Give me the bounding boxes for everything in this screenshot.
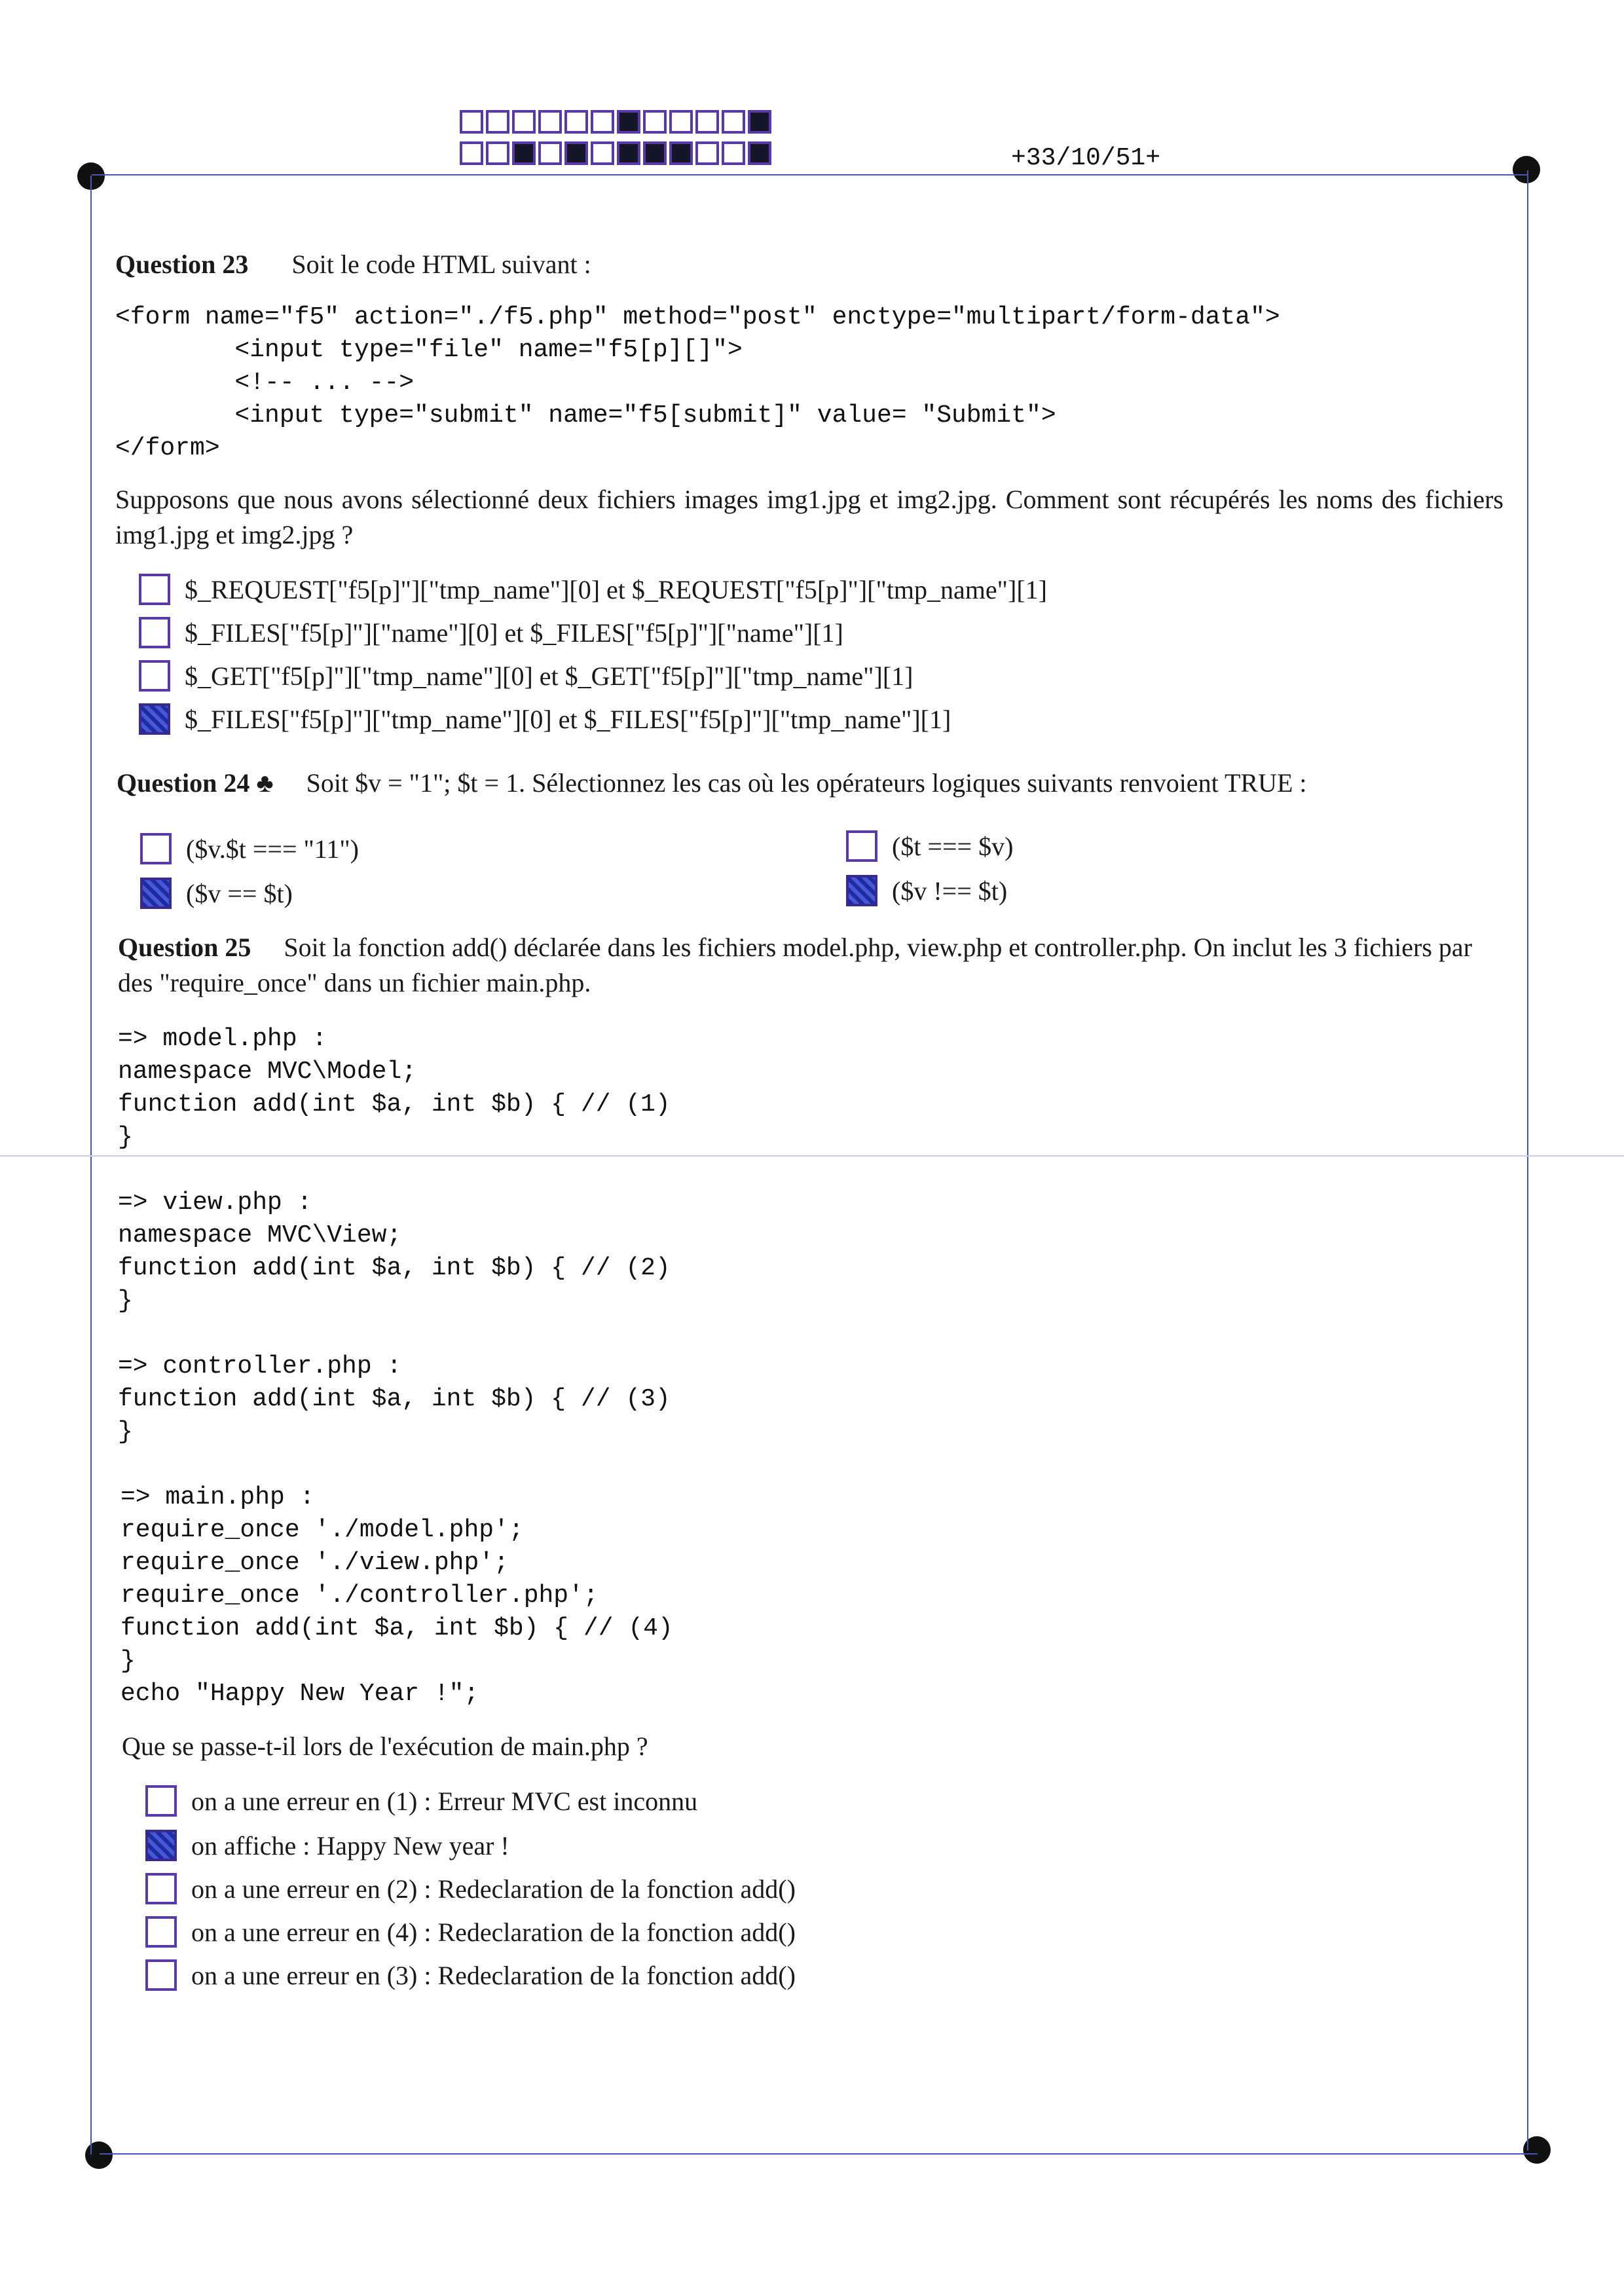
id-grid-row-1-cell [748,110,771,134]
id-grid-row-2-cell [512,141,536,165]
id-grid-row-1-cell [669,110,693,134]
q25-code-model: => model.php : namespace MVC\Model; function add(int $a, int $b) { // (1) } [118,1025,671,1151]
q25-option-5-checkbox[interactable] [145,1959,177,1991]
id-grid-row-2-cell [617,141,640,165]
q23-option-2-label: $_FILES["f5[p]"]["name"][0] et $_FILES["f5[p]"]["name"][1] [185,618,843,648]
q25-option-4[interactable] [145,1916,796,1948]
id-grid-row-2-cell [564,141,588,165]
id-grid-row-1-cell [617,110,640,134]
q23-option-3-label: $_GET["f5[p]"]["tmp_name"][0] et $_GET["f5[p]"]["tmp_name"][1] [185,661,913,691]
q25-option-3-label: on a une erreur en (2) : Redeclaration de la fonction add() [191,1874,796,1904]
q24-option-1[interactable] [140,833,359,864]
id-grid-row-2-cell [460,141,483,165]
q25-option-2[interactable] [145,1830,509,1861]
q24-option-2[interactable] [846,830,1013,862]
id-grid-row-2-cell [591,141,614,165]
q25-option-1[interactable] [145,1785,697,1817]
q25-option-5-label: on a une erreur en (3) : Redeclaration de la fonction add() [191,1960,796,1990]
q23-option-2[interactable] [139,617,843,648]
q23-option-4-checkbox[interactable] [139,703,170,735]
id-grid-row-1-cell [695,110,719,134]
question-24-heading [117,768,1307,798]
q24-option-2-checkbox[interactable] [846,830,877,862]
q25-option-3-checkbox[interactable] [145,1873,177,1904]
q24-option-3-checkbox[interactable] [140,878,172,909]
question-23-title: Question 23 [115,250,249,279]
id-grid-row-1-cell [643,110,667,134]
id-grid-row-1-cell [486,110,509,134]
q24-option-2-label: ($t === $v) [892,831,1014,861]
question-23-heading [115,249,591,280]
id-grid-row-2-cell [669,141,693,165]
q24-option-4[interactable] [846,875,1007,906]
q23-option-3[interactable] [139,660,913,692]
frame-bottom [100,2153,1538,2155]
q23-option-4[interactable] [139,703,951,735]
q25-option-1-checkbox[interactable] [145,1785,177,1817]
id-grid-row-2-cell [748,141,771,165]
id-grid-row-1-cell [512,110,536,134]
id-grid-row-1-cell [460,110,483,134]
q23-option-1-checkbox[interactable] [139,574,170,605]
question-25-heading [118,930,1506,1001]
id-grid-row-2-cell [722,141,745,165]
student-id-grid-row-1 [460,110,774,134]
q24-option-4-checkbox[interactable] [846,875,877,906]
id-grid-row-2-cell [538,141,562,165]
frame-left [90,176,92,2155]
q25-option-5[interactable] [145,1959,796,1991]
q25-option-4-label: on a une erreur en (4) : Redeclaration de la fonction add() [191,1917,796,1947]
frame-right [1527,170,1528,2151]
q23-option-2-checkbox[interactable] [139,617,170,648]
q25-option-4-checkbox[interactable] [145,1916,177,1948]
id-grid-row-2-cell [695,141,719,165]
q24-option-4-label: ($v !== $t) [892,876,1008,906]
registration-mark-bottom-left [85,2141,113,2169]
question-23-code: <form name="f5" action="./f5.php" method="post" enctype="multipart/form-data"> <input type="file" name="f5[p][]"> <!-- ... --> <input type="submit" name="f5[submit]" value= "Submit"> </form> [115,303,1280,462]
q23-option-4-label: $_FILES["f5[p]"]["tmp_name"][0] et $_FILES["f5[p]"]["tmp_name"][1] [185,704,951,734]
q25-option-3[interactable] [145,1873,796,1904]
id-grid-row-1-cell [722,110,745,134]
question-24-title: Question 24 [117,768,250,798]
q24-option-3-label: ($v == $t) [186,878,293,908]
id-grid-row-1-cell [564,110,588,134]
q25-option-2-checkbox[interactable] [145,1830,177,1861]
q23-option-1[interactable] [139,574,1047,605]
q24-option-1-checkbox[interactable] [140,833,172,864]
student-id-grid-row-2 [460,141,774,165]
q25-code-main: => main.php : require_once './model.php'; require_once './view.php'; require_once './controller.php'; function add(int $a, int $b) { // (4) } echo "Happy New Year !"; [120,1483,673,1708]
q24-option-3[interactable] [140,878,293,909]
id-grid-row-1-cell [538,110,562,134]
id-grid-row-1-cell [591,110,614,134]
registration-mark-top-right [1513,156,1540,183]
q25-option-1-label: on a une erreur en (1) : Erreur MVC est inconnu [191,1786,698,1816]
scan-fold-line [0,1155,1624,1157]
frame-top [92,174,1527,176]
q24-option-1-label: ($v.$t === "11") [186,834,360,864]
q25-code-controller: => controller.php : function add(int $a, int $b) { // (3) } [118,1352,671,1446]
q23-option-3-checkbox[interactable] [139,660,170,692]
question-23-intro: Soit le code HTML suivant : [291,250,591,279]
q25-option-2-label: on affiche : Happy New year ! [191,1830,509,1861]
question-25-text: Soit la fonction add() déclarée dans les fichiers model.php, view.php et controller.php. On inclut les 3 fichiers par des "require_once" dans un fichier main.php. [118,933,1473,997]
q25-prompt: Que se passe-t-il lors de l'exécution de main.php ? [122,1731,648,1761]
id-grid-row-2-cell [486,141,509,165]
question-24-text: Soit $v = "1"; $t = 1. Sélectionnez les cas où les opérateurs logiques suivants renvoient TRUE : [306,768,1307,798]
id-grid-row-2-cell [643,141,667,165]
q25-code-view: => view.php : namespace MVC\View; function add(int $a, int $b) { // (2) } [118,1189,671,1315]
q23-option-1-label: $_REQUEST["f5[p]"]["tmp_name"][0] et $_REQUEST["f5[p]"]["tmp_name"][1] [185,574,1047,604]
question-23-text: Supposons que nous avons sélectionné deux fichiers images img1.jpg et img2.jpg. Comment sont récupérés les noms des fichiers img1.jpg et img2.jpg ? [115,485,1504,549]
question-25-title: Question 25 [118,933,251,962]
page-code: +33/10/51+ [1011,144,1161,172]
club-symbol: ♣ [256,768,274,798]
